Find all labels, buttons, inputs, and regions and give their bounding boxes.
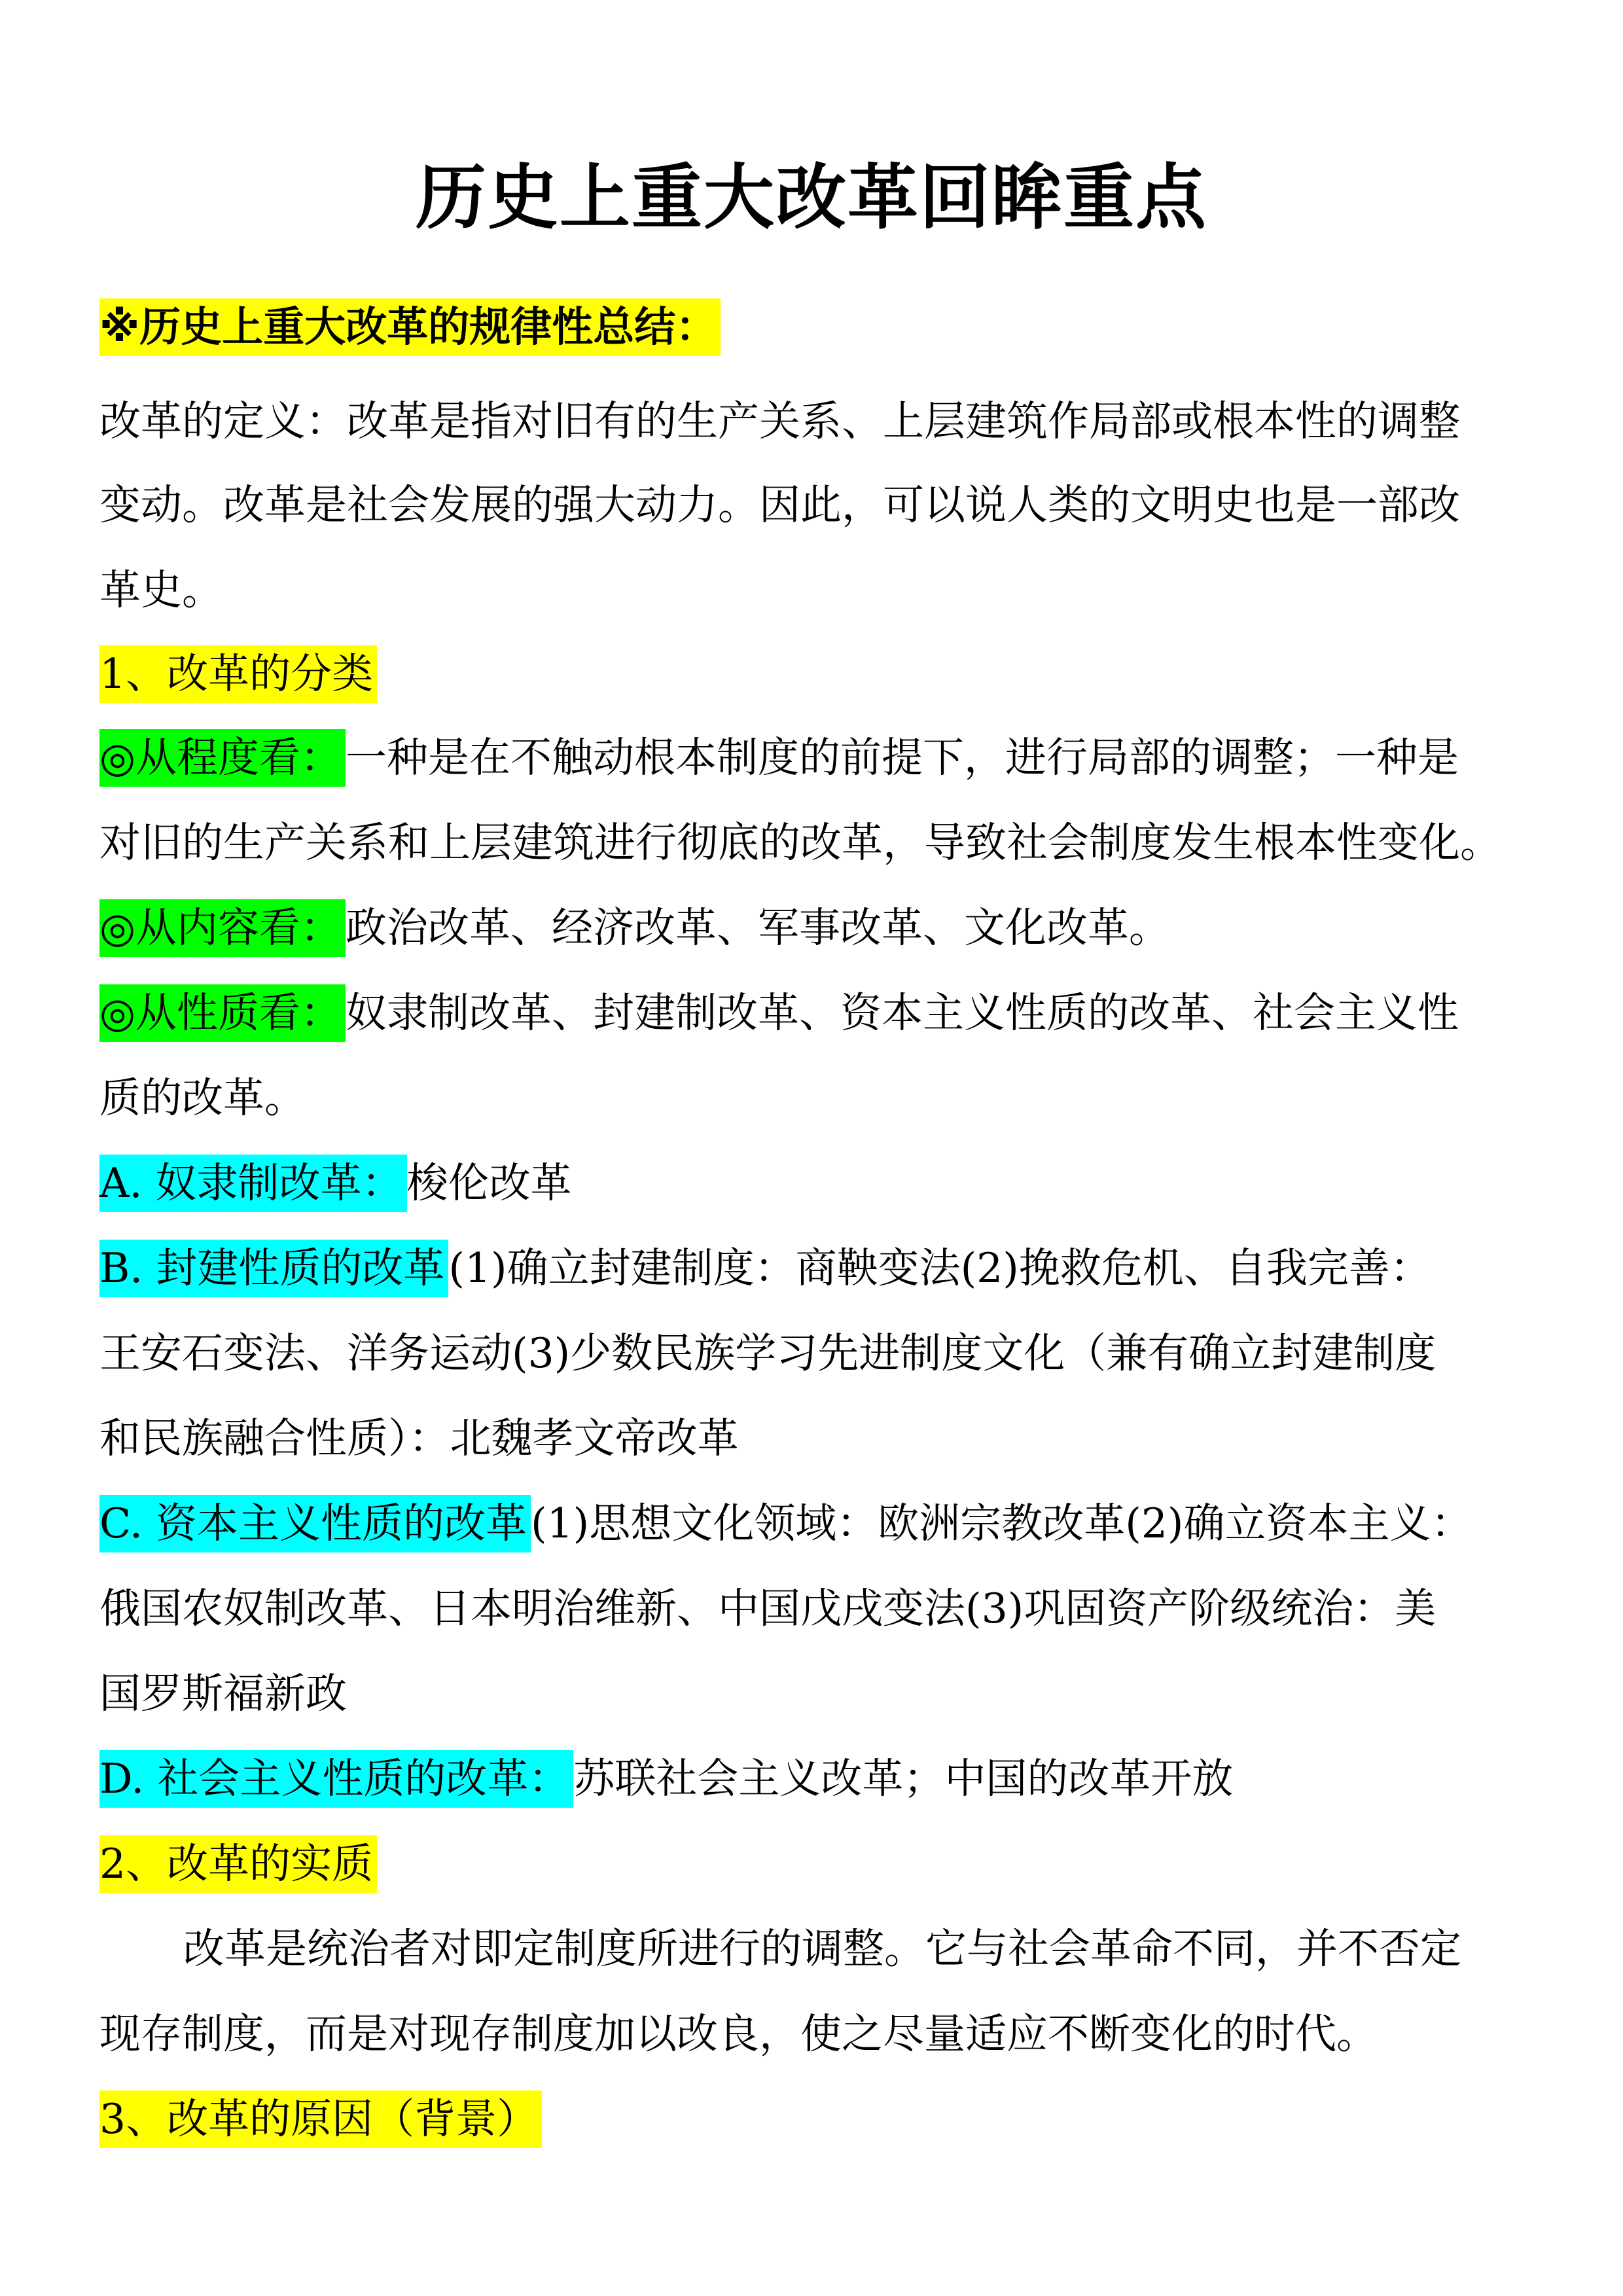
section1-heading: 1、改革的分类 xyxy=(99,645,377,703)
definition-line-1: 改革的定义：改革是指对旧有的生产关系、上层建筑作局部或根本性的调整 xyxy=(99,397,1460,445)
category-a-text: 梭伦改革 xyxy=(406,1159,572,1207)
category-c-line xyxy=(99,1495,1472,1552)
section2-line-1: 改革是统治者对即定制度所进行的调整。它与社会革命不同，并不否定 xyxy=(183,1925,1461,1973)
category-d-text: 苏联社会主义改革；中国的改革开放 xyxy=(573,1755,1234,1803)
nature-cont: 质的改革。 xyxy=(99,1074,306,1122)
section2-heading-line xyxy=(99,1835,377,1893)
degree-text: 一种是在不触动根本制度的前提下，进行局部的调整；一种是 xyxy=(345,734,1459,781)
degree-label: ◎从程度看： xyxy=(99,729,346,787)
summary-heading-line xyxy=(99,298,721,356)
section3-heading-line xyxy=(99,2090,542,2148)
degree-line xyxy=(99,729,1459,787)
nature-text: 奴隶制改革、封建制改革、资本主义性质的改革、社会主义性 xyxy=(345,989,1459,1037)
category-b-label: B. 封建性质的改革 xyxy=(99,1240,448,1297)
section1-heading-line xyxy=(99,645,377,703)
definition-line-2: 变动。改革是社会发展的强大动力。因此，可以说人类的文明史也是一部改 xyxy=(99,481,1460,529)
category-b-cont-1: 王安石变法、洋务运动(3)少数民族学习先进制度文化（兼有确立封建制度 xyxy=(99,1329,1436,1377)
category-c-cont-1: 俄国农奴制改革、日本明治维新、中国戊戌变法(3)巩固资产阶级统治：美 xyxy=(99,1585,1436,1632)
page-title: 历史上重大改革回眸重点 xyxy=(415,157,1207,239)
section2-heading: 2、改革的实质 xyxy=(99,1835,377,1893)
category-c-label: C. 资本主义性质的改革 xyxy=(99,1495,531,1552)
section2-line-2: 现存制度，而是对现存制度加以改良，使之尽量适应不断变化的时代。 xyxy=(99,2010,1378,2058)
category-c-cont-2: 国罗斯福新政 xyxy=(99,1670,347,1717)
category-d-line xyxy=(99,1750,1233,1808)
category-b-cont-2: 和民族融合性质）：北魏孝文帝改革 xyxy=(99,1414,739,1462)
category-a-label: A. 奴隶制改革： xyxy=(99,1155,407,1212)
content-text: 政治改革、经济改革、军事改革、文化改革。 xyxy=(345,904,1170,952)
category-c-text: (1)思想文化领域：欧洲宗教改革(2)确立资本主义： xyxy=(531,1499,1472,1547)
nature-line xyxy=(99,984,1459,1042)
category-b-line xyxy=(99,1240,1431,1297)
section3-heading: 3、改革的原因（背景） xyxy=(99,2090,542,2148)
content-label: ◎从内容看： xyxy=(99,899,346,957)
category-d-label: D. 社会主义性质的改革： xyxy=(99,1750,573,1808)
content-line xyxy=(99,899,1170,957)
category-a-line xyxy=(99,1155,572,1212)
category-b-text: (1)确立封建制度：商鞅变法(2)挽救危机、自我完善： xyxy=(448,1244,1431,1292)
definition-line-3: 革史。 xyxy=(99,566,223,614)
degree-cont: 对旧的生产关系和上层建筑进行彻底的改革，导致社会制度发生根本性变化。 xyxy=(99,819,1501,867)
nature-label: ◎从性质看： xyxy=(99,984,346,1042)
summary-heading: ※历史上重大改革的规律性总结： xyxy=(99,298,721,356)
